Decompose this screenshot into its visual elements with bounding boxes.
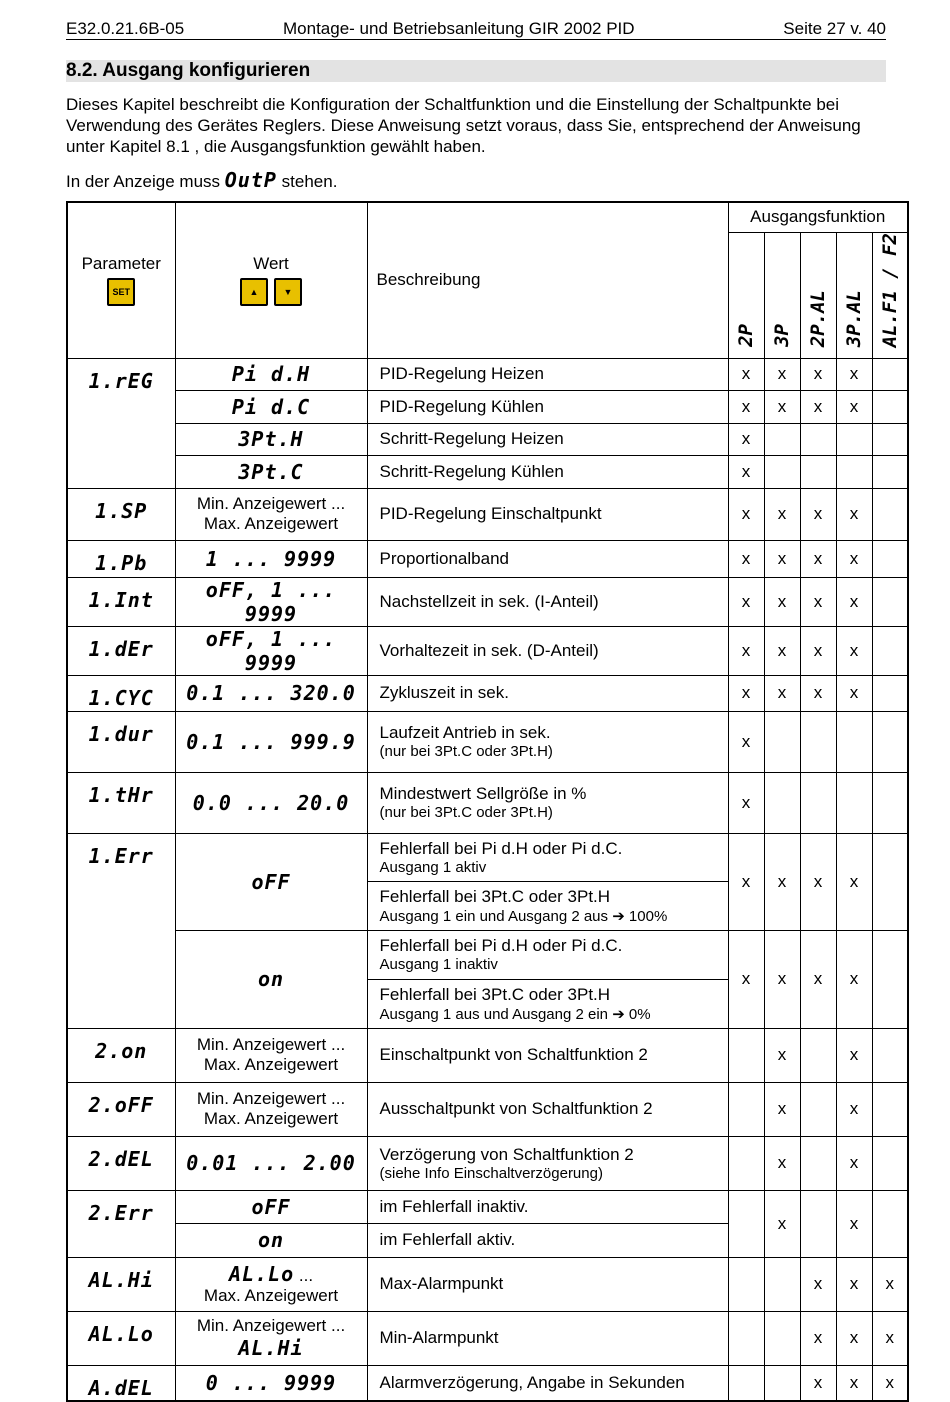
output-mark (728, 1257, 764, 1311)
description-cell (367, 979, 728, 1028)
parameter-cell (67, 540, 175, 577)
value-cell (175, 1082, 367, 1136)
output-mark: x (836, 626, 872, 675)
output-mark: x (728, 390, 764, 423)
description-note: Ausgang 1 inaktiv (379, 956, 498, 974)
display-instruction: In der Anzeige muss OutP stehen. (66, 168, 338, 192)
output-mark: x (836, 675, 872, 711)
output-mark: x (836, 390, 872, 423)
output-mark: x (728, 358, 764, 390)
value-cell (175, 833, 367, 930)
description-text: Vorhaltezeit in sek. (D-Anteil) (379, 640, 599, 660)
output-mark (764, 1311, 800, 1365)
section-title: 8.2. Ausgang konfigurieren (66, 60, 886, 82)
output-mark (872, 1028, 908, 1082)
output-mark: x (764, 1082, 800, 1136)
output-mark: x (872, 1257, 908, 1311)
description-text: Min-Alarmpunkt (379, 1328, 499, 1348)
error-output-mark: x (728, 833, 764, 930)
table-row (67, 711, 908, 772)
parameter-code: 2.on (95, 1038, 148, 1063)
col-output-label: AL.F1 / F2 (878, 232, 901, 347)
error-output-mark: x (800, 833, 836, 930)
value-code: oFF, 1 ... 9999 (205, 626, 337, 675)
value-code: 1 ... 9999 (205, 546, 337, 571)
output-mark (800, 772, 836, 833)
output-mark (836, 772, 872, 833)
output-mark (764, 1257, 800, 1311)
table-row (67, 1365, 908, 1401)
output-mark: x (800, 1365, 836, 1401)
output-mark: x (764, 675, 800, 711)
table-row (67, 358, 908, 390)
output-mark: x (764, 1136, 800, 1190)
value-code: 0.1 ... 999.9 (186, 729, 356, 754)
value-code: 3Pt.C (238, 459, 304, 484)
output-mark: x (728, 488, 764, 540)
output-mark: x (764, 626, 800, 675)
output-mark (728, 1082, 764, 1136)
col-output-4 (872, 232, 908, 358)
description-cell (367, 1257, 728, 1311)
output-mark (872, 358, 908, 390)
description-note: (nur bei 3Pt.C oder 3Pt.H) (379, 804, 553, 822)
value-min: Min. Anzeigewert ... (196, 1316, 346, 1336)
output-mark: x (728, 455, 764, 488)
parameter-code: AL.Hi (88, 1267, 154, 1292)
description-note: (siehe Info Einschaltverzögerung) (379, 1164, 603, 1182)
description-cell (367, 626, 728, 675)
output-mark (728, 1028, 764, 1082)
description-text: PID-Regelung Einschaltpunkt (379, 504, 602, 524)
value-cell (175, 540, 367, 577)
description-cell (367, 881, 728, 930)
parameter-code: 1.Err (88, 843, 154, 868)
description-text: PID-Regelung Kühlen (379, 396, 544, 416)
output-mark (872, 577, 908, 626)
description-note: Ausgang 1 aus und Ausgang 2 ein ➔ 0% (379, 1005, 651, 1023)
value-code: oFF (251, 869, 291, 894)
description-cell (367, 1190, 728, 1223)
error-output-mark: x (728, 930, 764, 1028)
description-note: (nur bei 3Pt.C oder 3Pt.H) (379, 743, 553, 761)
parameter-code: 1.CYC (88, 685, 154, 710)
output-mark (764, 455, 800, 488)
parameter-code: A.dEL (88, 1375, 154, 1400)
parameter-code: 1.Pb (95, 550, 148, 575)
table-row (67, 1190, 908, 1223)
table-row (67, 1257, 908, 1311)
description-note: Ausgang 1 aktiv (379, 858, 487, 876)
output-mark (800, 711, 836, 772)
value-max-code: AL.Hi (238, 1336, 304, 1361)
description-text: Schritt-Regelung Kühlen (379, 461, 564, 481)
output-mark (836, 423, 872, 455)
description-cell (367, 577, 728, 626)
parameter-cell (67, 1311, 175, 1365)
description-cell (367, 833, 728, 881)
value-min: AL.Lo ... (228, 1262, 314, 1287)
output-mark: x (872, 1365, 908, 1401)
output-mark (872, 540, 908, 577)
parameter-code: 2.oFF (88, 1092, 154, 1117)
col-output-0 (728, 232, 764, 358)
parameter-cell (67, 488, 175, 540)
description-text: Verzögerung von Schaltfunktion 2 (379, 1144, 634, 1164)
output-mark: x (836, 488, 872, 540)
value-max: Max. Anzeigewert (203, 1286, 339, 1306)
description-text: Proportionalband (379, 548, 509, 568)
description-text: Max-Alarmpunkt (379, 1274, 504, 1294)
description-cell (367, 540, 728, 577)
parameter-code: 2.dEL (88, 1146, 154, 1171)
description-cell (367, 1082, 728, 1136)
output-mark: x (836, 1136, 872, 1190)
value-code: oFF (251, 1194, 291, 1219)
set-key-icon: SET (107, 278, 135, 306)
value-cell (175, 423, 367, 455)
output-mark: x (764, 540, 800, 577)
description-text: PID-Regelung Heizen (379, 364, 544, 384)
description-text: Fehlerfall bei Pi d.H oder Pi d.C. (379, 936, 623, 956)
value-cell (175, 577, 367, 626)
description-text: Fehlerfall bei 3Pt.C oder 3Pt.H (379, 984, 611, 1004)
output-mark (764, 1365, 800, 1401)
output-mark: x (728, 772, 764, 833)
value-code: on (257, 1228, 285, 1253)
parameter-code: 1.rEG (88, 368, 154, 393)
output-mark: x (800, 540, 836, 577)
description-text: Mindestwert Sellgröße in % (379, 784, 587, 804)
table-row (67, 390, 908, 423)
error-output-mark (872, 833, 908, 930)
output-mark: x (728, 626, 764, 675)
up-key-icon: ▲ (240, 278, 268, 306)
output-mark: x (764, 488, 800, 540)
col-wert: Wert ▲ ▼ (175, 202, 367, 358)
table-row (67, 1028, 908, 1082)
value-code: 0.0 ... 20.0 (192, 790, 350, 815)
output-mark: x (728, 711, 764, 772)
value-cell (175, 1365, 367, 1401)
value-cell (175, 455, 367, 488)
description-text: Alarmverzögerung, Angabe in Sekunden (379, 1372, 685, 1392)
output-mark (764, 423, 800, 455)
output-mark: x (728, 577, 764, 626)
parameter-cell (67, 577, 175, 626)
parameter-code: AL.Lo (88, 1321, 154, 1346)
table-row (67, 1311, 908, 1365)
value-cell (175, 390, 367, 423)
output-mark (872, 390, 908, 423)
error2-output-mark (728, 1190, 764, 1257)
doc-id: E32.0.21.6B-05 (66, 19, 185, 38)
value-code: 0.1 ... 320.0 (186, 681, 356, 706)
value-cell (175, 1311, 367, 1365)
output-mark: x (764, 358, 800, 390)
parameter-cell (67, 1190, 175, 1257)
output-mark (872, 626, 908, 675)
description-cell (367, 930, 728, 979)
parameter-cell (67, 358, 175, 488)
value-max: Max. Anzeigewert (203, 1055, 339, 1075)
value-max (176, 1336, 367, 1360)
value-cell (175, 772, 367, 833)
output-mark (800, 1136, 836, 1190)
value-cell (175, 930, 367, 1028)
error2-output-mark: x (764, 1190, 800, 1257)
description-text: Ausschaltpunkt von Schaltfunktion 2 (379, 1099, 653, 1119)
value-cell (175, 1223, 367, 1257)
error2-output-mark: x (836, 1190, 872, 1257)
description-text: Nachstellzeit in sek. (I-Anteil) (379, 591, 599, 611)
output-mark (800, 1028, 836, 1082)
output-mark (872, 455, 908, 488)
description-text: Laufzeit Antrieb in sek. (379, 723, 551, 743)
output-mark: x (764, 1028, 800, 1082)
output-mark: x (836, 358, 872, 390)
output-mark: x (836, 1365, 872, 1401)
error2-output-mark (872, 1190, 908, 1257)
col-output-2 (800, 232, 836, 358)
table-row (67, 1082, 908, 1136)
description-text: Einschaltpunkt von Schaltfunktion 2 (379, 1045, 648, 1065)
output-mark (872, 423, 908, 455)
col-output-label: 2P (735, 324, 757, 347)
description-cell (367, 1223, 728, 1257)
output-mark: x (872, 1311, 908, 1365)
error-output-mark: x (836, 930, 872, 1028)
col-output-label: 2P.AL (807, 289, 829, 347)
description-text: Fehlerfall bei Pi d.H oder Pi d.C. (379, 838, 623, 858)
parameter-code: 1.Int (88, 587, 154, 612)
parameter-cell (67, 1257, 175, 1311)
col-output-label: 3P (771, 324, 793, 347)
output-mark (872, 772, 908, 833)
value-cell (175, 358, 367, 390)
parameter-cell (67, 675, 175, 711)
table-row (67, 1136, 908, 1190)
description-cell (367, 455, 728, 488)
output-mark: x (800, 358, 836, 390)
error-output-mark: x (764, 833, 800, 930)
output-mark (836, 711, 872, 772)
value-cell (175, 1257, 367, 1311)
output-mark: x (836, 1082, 872, 1136)
output-mark (800, 455, 836, 488)
table-row (67, 488, 908, 540)
value-cell (175, 626, 367, 675)
description-note: Ausgang 1 ein und Ausgang 2 aus ➔ 100% (379, 907, 668, 925)
value-min: Min. Anzeigewert ... (196, 1089, 346, 1109)
output-mark: x (728, 675, 764, 711)
output-mark (872, 1136, 908, 1190)
col-output-1 (764, 232, 800, 358)
page-header (66, 19, 886, 40)
page-number: Seite 27 v. 40 (783, 19, 886, 38)
description-cell (367, 1028, 728, 1082)
value-cell (175, 711, 367, 772)
output-mark: x (728, 423, 764, 455)
doc-title: Montage- und Betriebsanleitung GIR 2002 PID (283, 19, 635, 38)
value-min: Min. Anzeigewert ... (196, 494, 346, 514)
output-mark (728, 1365, 764, 1401)
table-row (67, 455, 908, 488)
output-mark: x (836, 540, 872, 577)
parameter-cell (67, 1082, 175, 1136)
table-row (67, 675, 908, 711)
output-mark (872, 1082, 908, 1136)
table-row (67, 930, 908, 979)
parameter-code: 1.tHr (88, 782, 154, 807)
parameter-cell (67, 833, 175, 1028)
parameter-cell (67, 711, 175, 772)
output-mark: x (836, 1311, 872, 1365)
parameter-cell (67, 1136, 175, 1190)
output-mark (728, 1136, 764, 1190)
description-cell (367, 358, 728, 390)
parameter-code: 1.dur (88, 721, 154, 746)
output-mark: x (800, 1257, 836, 1311)
config-table (66, 201, 909, 1402)
error-output-mark: x (800, 930, 836, 1028)
parameter-code: 1.SP (95, 498, 148, 523)
value-code: oFF, 1 ... 9999 (205, 577, 337, 626)
description-cell (367, 390, 728, 423)
value-code: Pi d.H (231, 362, 311, 387)
value-min: Min. Anzeigewert ... (196, 1035, 346, 1055)
value-max: Max. Anzeigewert (203, 1109, 339, 1129)
description-cell (367, 423, 728, 455)
value-code: on (257, 967, 285, 992)
value-max: Max. Anzeigewert (203, 514, 339, 534)
description-cell (367, 772, 728, 833)
table-row (67, 626, 908, 675)
output-mark: x (836, 1257, 872, 1311)
output-mark (836, 455, 872, 488)
output-mark: x (800, 390, 836, 423)
value-cell (175, 1190, 367, 1223)
table-row (67, 833, 908, 881)
description-text: Zykluszeit in sek. (379, 683, 509, 703)
value-code: 3Pt.H (238, 427, 304, 452)
table-row (67, 423, 908, 455)
parameter-code: 1.dEr (88, 636, 154, 661)
output-mark: x (800, 1311, 836, 1365)
error-output-mark: x (836, 833, 872, 930)
output-mark: x (764, 577, 800, 626)
col-output-3 (836, 232, 872, 358)
value-cell (175, 488, 367, 540)
output-mark: x (836, 577, 872, 626)
output-mark: x (800, 626, 836, 675)
display-code: OutP (224, 168, 277, 192)
col-output-label: 3P.AL (843, 289, 865, 347)
output-mark (872, 675, 908, 711)
description-text: im Fehlerfall inaktiv. (379, 1196, 529, 1216)
value-min-code: AL.Lo (228, 1262, 295, 1287)
output-mark (872, 711, 908, 772)
description-cell (367, 1311, 728, 1365)
table-row (67, 577, 908, 626)
output-mark (800, 423, 836, 455)
value-cell (175, 1028, 367, 1082)
parameter-cell (67, 772, 175, 833)
output-mark: x (836, 1028, 872, 1082)
table-row (67, 772, 908, 833)
output-mark: x (764, 390, 800, 423)
output-mark (800, 1082, 836, 1136)
parameter-cell (67, 626, 175, 675)
table-row (67, 540, 908, 577)
value-cell (175, 675, 367, 711)
description-cell (367, 711, 728, 772)
error2-output-mark (800, 1190, 836, 1257)
description-text: im Fehlerfall aktiv. (379, 1230, 516, 1250)
parameter-code: 2.Err (88, 1200, 154, 1225)
description-cell (367, 1136, 728, 1190)
intro-paragraph: Dieses Kapitel beschreibt die Konfiguration der Schaltfunktion und die Einstellung der Schaltpunkte bei Verwendung des Gerätes Reglers. Diese Anweisung setzt voraus, dass Sie, entsprechend der Anweisung unter Kapitel 8.1 , die Ausgangsfunktion gewählt haben. (66, 95, 861, 156)
col-ausgang: Ausgangsfunktion (728, 202, 908, 232)
value-code: 0 ... 9999 (205, 1370, 337, 1395)
output-mark: x (800, 675, 836, 711)
description-cell (367, 1365, 728, 1401)
col-beschreibung: Beschreibung (367, 202, 728, 358)
value-cell (175, 1136, 367, 1190)
col-parameter: Parameter SET (67, 202, 175, 358)
output-mark (872, 488, 908, 540)
error-output-mark: x (764, 930, 800, 1028)
output-mark: x (728, 540, 764, 577)
description-text: Schritt-Regelung Heizen (379, 429, 564, 449)
value-code: 0.01 ... 2.00 (186, 1151, 356, 1176)
description-cell (367, 488, 728, 540)
description-text: Fehlerfall bei 3Pt.C oder 3Pt.H (379, 886, 611, 906)
down-key-icon: ▼ (274, 278, 302, 306)
output-mark (764, 772, 800, 833)
error-output-mark (872, 930, 908, 1028)
output-mark (764, 711, 800, 772)
description-cell (367, 675, 728, 711)
output-mark: x (800, 488, 836, 540)
parameter-cell (67, 1365, 175, 1401)
output-mark (728, 1311, 764, 1365)
value-code: Pi d.C (231, 394, 311, 419)
parameter-cell (67, 1028, 175, 1082)
output-mark: x (800, 577, 836, 626)
